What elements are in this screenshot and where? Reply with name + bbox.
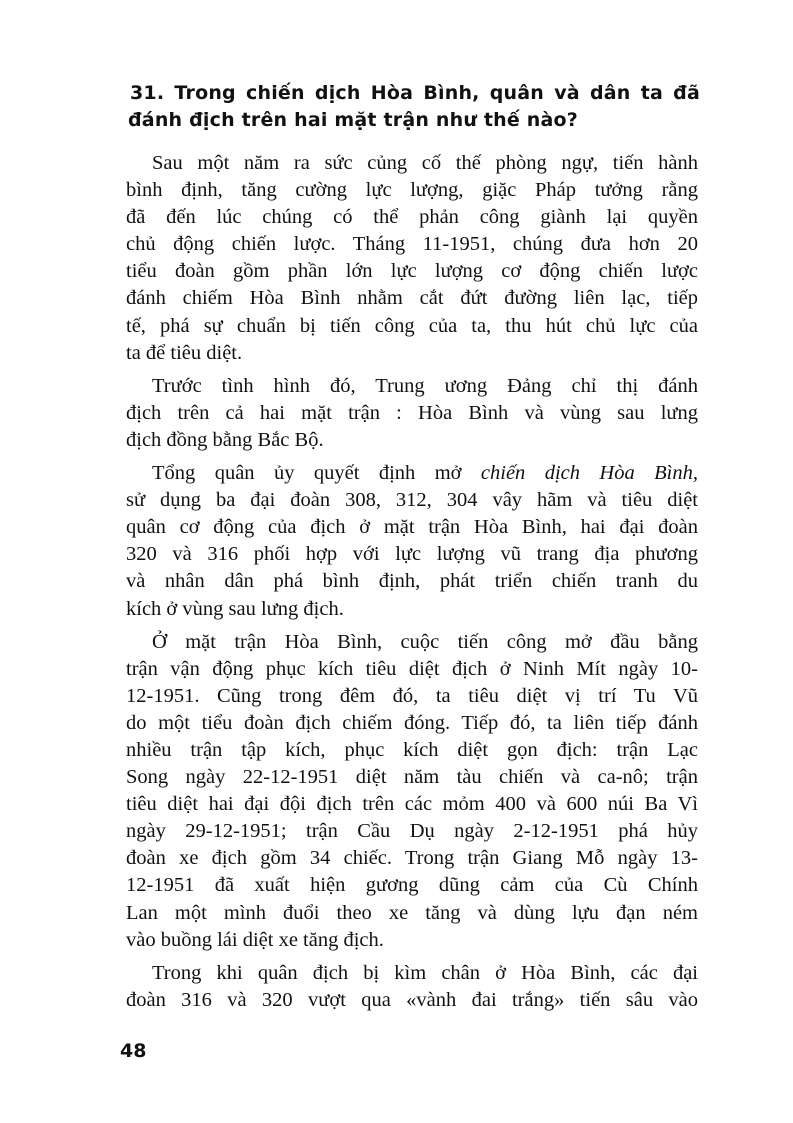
- text-line: tiêu diệt hai đại đội địch trên các mỏm 400 và 600 núi Ba Vì: [126, 793, 698, 816]
- heading-line: 31. Trong chiến dịch Hòa Bình, quân và dân ta đã: [130, 82, 700, 104]
- paragraph-5: [126, 960, 698, 1014]
- paragraph-4: [126, 629, 698, 954]
- page-number: 48: [120, 1040, 147, 1062]
- text-line: và nhân dân phá bình định, phát triển chiến tranh du: [126, 570, 698, 593]
- text-line: Lan một mình đuổi theo xe tăng và dùng lựu đạn ném: [126, 901, 698, 924]
- text-line: 320 và 316 phối hợp với lực lượng vũ trang địa phương: [126, 543, 698, 566]
- paragraph-1: [126, 150, 698, 367]
- paragraph-3: [126, 460, 698, 623]
- text-line: trận vận động phục kích tiêu diệt địch ở Ninh Mít ngày 10-: [126, 657, 698, 680]
- text-line: Song ngày 22-12-1951 diệt năm tàu chiến và ca-nô; trận: [126, 766, 698, 789]
- text-line: đoàn 316 và 320 vượt qua «vành đai trắng» tiến sâu vào: [126, 988, 698, 1011]
- text-line: ta để tiêu diệt.: [126, 341, 243, 364]
- text-line: sử dụng ba đại đoàn 308, 312, 304 vây hãm và tiêu diệt: [126, 489, 698, 512]
- text-line: địch trên cả hai mặt trận : Hòa Bình và vùng sau lưng: [126, 401, 698, 424]
- text-line: tế, phá sự chuẩn bị tiến công của ta, thu hút chủ lực của: [126, 314, 698, 337]
- text-line: đoàn xe địch gồm 34 chiếc. Trong trận Giang Mỗ ngày 13-: [126, 847, 698, 870]
- body-text: [126, 150, 698, 1020]
- text-line: Trong khi quân địch bị kìm chân ở Hòa Bình, các đại: [152, 961, 698, 984]
- text-line: ngày 29-12-1951; trận Cầu Dụ ngày 2-12-1951 phá hủy: [126, 820, 698, 843]
- text-line: bình định, tăng cường lực lượng, giặc Pháp tưởng rằng: [126, 179, 698, 202]
- text-line: Ở mặt trận Hòa Bình, cuộc tiến công mở đầu bằng: [152, 630, 698, 653]
- text-line: đánh chiếm Hòa Bình nhằm cắt đứt đường liên lạc, tiếp: [126, 287, 698, 310]
- text-line-start: Tổng quân ủy quyết định mở: [152, 462, 481, 485]
- text-line: tiểu đoàn gồm phần lớn lực lượng cơ động chiến lược: [126, 260, 698, 283]
- paragraph-2: [126, 373, 698, 454]
- campaign-name-italic: chiến dịch Hòa Bình,: [480, 462, 698, 485]
- text-line: đã đến lúc chúng có thể phản công giành lại quyền: [126, 206, 698, 229]
- question-heading: [130, 80, 700, 134]
- text-line: nhiều trận tập kích, phục kích diệt gọn địch: trận Lạc: [126, 738, 698, 761]
- text-line: quân cơ động của địch ở mặt trận Hòa Bình, hai đại đoàn: [126, 516, 698, 539]
- text-line: kích ở vùng sau lưng địch.: [126, 597, 344, 620]
- heading-line: đánh địch trên hai mặt trận như thế nào?: [128, 109, 579, 131]
- text-line: Trước tình hình đó, Trung ương Đảng chỉ thị đánh: [152, 374, 698, 397]
- text-line: Sau một năm ra sức củng cố thế phòng ngự, tiến hành: [152, 152, 698, 174]
- text-line: chủ động chiến lược. Tháng 11-1951, chúng đưa hơn 20: [126, 233, 698, 256]
- text-line: vào buồng lái diệt xe tăng địch.: [126, 928, 384, 951]
- text-line: do một tiểu đoàn địch chiếm đóng. Tiếp đó, ta liên tiếp đánh: [126, 711, 698, 734]
- text-line: địch đồng bằng Bắc Bộ.: [126, 428, 324, 451]
- text-line: 12-1951. Cũng trong đêm đó, ta tiêu diệt vị trí Tu Vũ: [126, 684, 698, 707]
- text-line: [126, 460, 698, 487]
- text-line: 12-1951 đã xuất hiện gương dũng cảm của Cù Chính: [126, 874, 698, 897]
